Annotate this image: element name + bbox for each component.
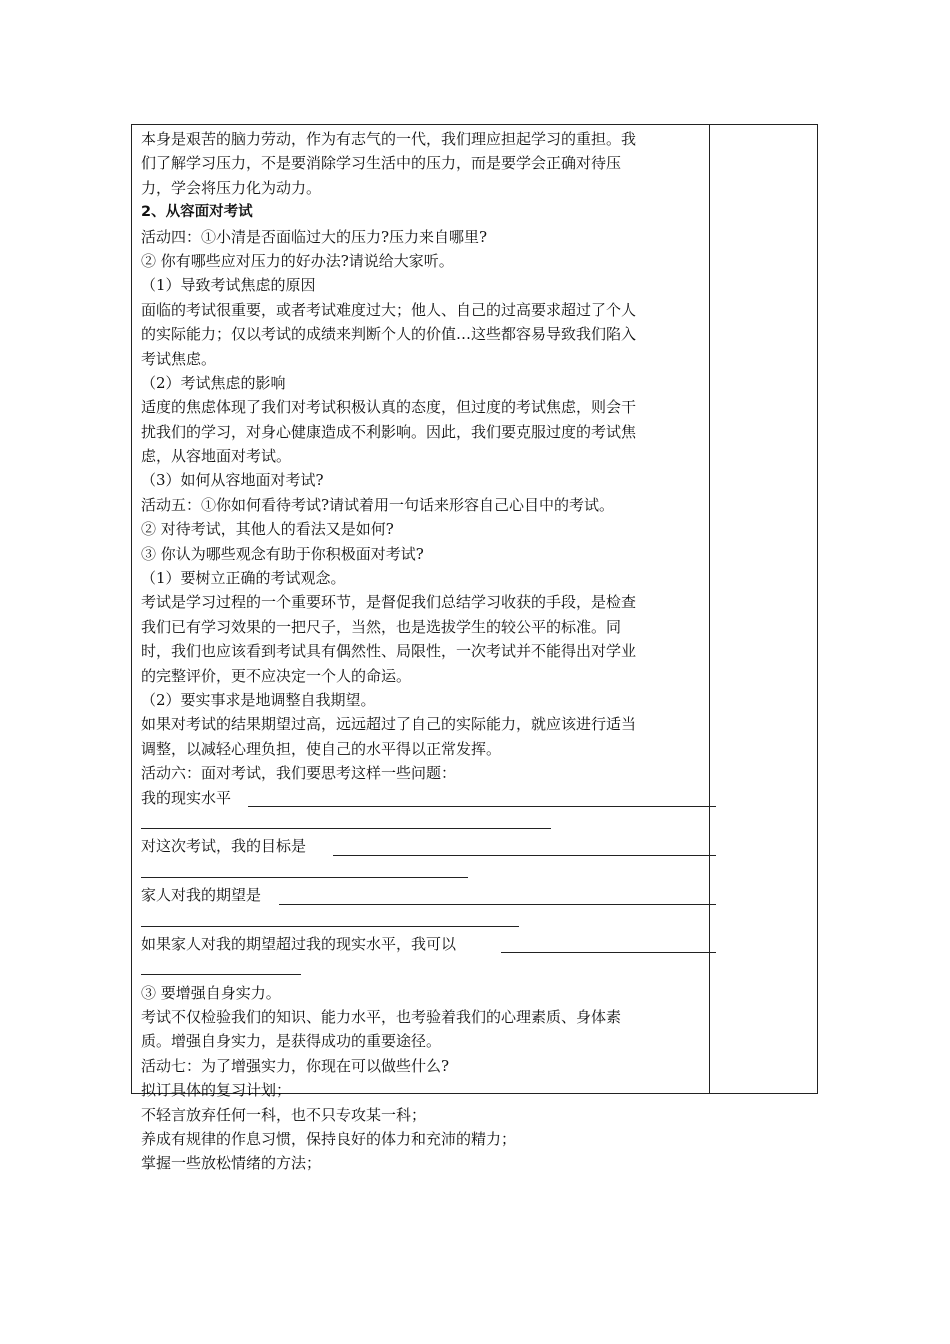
answer-blank[interactable] [501, 934, 716, 953]
text-line: ③ 你认为哪些观念有助于你积极面对考试? [141, 544, 424, 563]
list-item: 养成有规律的作息习惯，保持良好的体力和充沛的精力； [141, 1130, 517, 1149]
section-heading: 2、从容面对考试 [141, 204, 253, 221]
subheading: （2）要实事求是地调整自我期望。 [141, 690, 376, 709]
answer-blank[interactable] [141, 810, 551, 829]
answer-blank[interactable] [248, 788, 716, 807]
text-line: 们了解学习压力，不是要消除学习生活中的压力，而是要学会正确对待压 [141, 154, 622, 173]
activity-six: 活动六：面对考试，我们要思考这样一些问题： [141, 764, 457, 783]
fill-prompt: 我的现实水平 [141, 788, 232, 807]
blank-line [141, 956, 705, 980]
lesson-content [141, 127, 705, 1176]
subheading: （2）考试焦虑的影响 [141, 373, 286, 392]
text-line: 考试焦虑。 [141, 349, 217, 368]
text-line: 的实际能力；仅以考试的成绩来判断个人的价值…这些都容易导致我们陷入 [141, 325, 637, 344]
list-item: 不轻言放弃任何一科，也不只专攻某一科； [141, 1105, 427, 1124]
text-line: 我们已有学习效果的一把尺子，当然，也是选拔学生的较公平的标准。同 [141, 617, 622, 636]
text-line: 扰我们的学习，对身心健康造成不利影响。因此，我们要克服过度的考试焦 [141, 422, 637, 441]
text-line: 面临的考试很重要，或者考试难度过大；他人、自己的过高要求超过了个人 [141, 300, 637, 319]
answer-blank[interactable] [141, 859, 468, 878]
subheading: （1）导致考试焦虑的原因 [141, 276, 316, 295]
answer-blank[interactable] [333, 837, 716, 856]
text-line: 调整，以减轻心理负担，使自己的水平得以正常发挥。 [141, 739, 502, 758]
text-line: 如果对考试的结果期望过高，远远超过了自己的实际能力，就应该进行适当 [141, 715, 637, 734]
fill-in-exam-goal [141, 834, 705, 858]
text-line: 本身是艰苦的脑力劳动，作为有志气的一代，我们理应担起学习的重担。我 [141, 130, 637, 148]
list-item: 拟订具体的复习计划； [141, 1081, 292, 1100]
text-line: 考试是学习过程的一个重要环节，是督促我们总结学习收获的手段，是检查 [141, 593, 637, 612]
text-line: 的完整评价，更不应决定一个人的命运。 [141, 666, 412, 685]
list-item: 掌握一些放松情绪的方法； [141, 1154, 322, 1173]
text-line: 适度的焦虑体现了我们对考试积极认真的态度，但过度的考试焦虑，则会干 [141, 398, 637, 417]
answer-blank[interactable] [141, 908, 519, 927]
fill-prompt: 对这次考试，我的目标是 [141, 837, 307, 856]
lesson-table [131, 124, 818, 1173]
fill-in-current-level [141, 786, 705, 810]
activity-four: 活动四：①小清是否面临过大的压力?压力来自哪里? [141, 227, 488, 246]
text-line: 时，我们也应该看到考试具有偶然性、局限性，一次考试并不能得出对学业 [141, 642, 637, 661]
text-line: 质。增强自身实力，是获得成功的重要途径。 [141, 1032, 442, 1051]
fill-in-family-expectation [141, 883, 705, 907]
subheading: ③ 要增强自身实力。 [141, 983, 281, 1002]
fill-in-if-expectation-exceeds [141, 932, 705, 956]
fill-prompt: 家人对我的期望是 [141, 886, 262, 905]
text-line: ② 你有哪些应对压力的好办法?请说给大家听。 [141, 251, 454, 270]
activity-five: 活动五：①你如何看待考试?请试着用一句话来形容自己心目中的考试。 [141, 495, 615, 514]
blank-line [141, 908, 705, 932]
text-line: 力，学会将压力化为动力。 [141, 178, 322, 197]
subheading: （3）如何从容地面对考试? [141, 471, 324, 490]
answer-blank[interactable] [279, 886, 716, 905]
answer-blank[interactable] [141, 956, 301, 975]
blank-line [141, 859, 705, 883]
text-line: ② 对待考试，其他人的看法又是如何? [141, 520, 394, 539]
text-line: 考试不仅检验我们的知识、能力水平，也考验着我们的心理素质、身体素 [141, 1008, 622, 1027]
blank-line [141, 810, 705, 834]
subheading: （1）要树立正确的考试观念。 [141, 569, 346, 588]
activity-seven: 活动七：为了增强实力，你现在可以做些什么? [141, 1056, 450, 1075]
text-line: 虑，从容地面对考试。 [141, 447, 292, 466]
fill-prompt: 如果家人对我的期望超过我的现实水平，我可以 [141, 934, 457, 953]
